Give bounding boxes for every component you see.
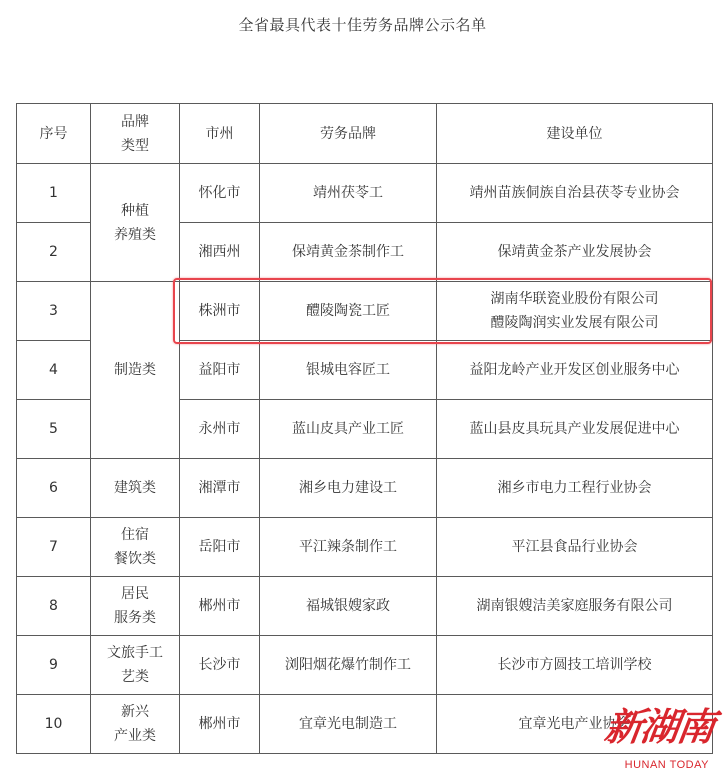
row-city: 益阳市 — [180, 341, 260, 400]
category-line2: 服务类 — [114, 610, 156, 626]
category-cell — [91, 636, 180, 695]
header-index: 序号 — [17, 104, 91, 164]
row-unit: 湖南银嫂洁美家庭服务有限公司 — [437, 577, 713, 636]
row-index: 8 — [17, 577, 91, 636]
row-unit-line2: 醴陵陶润实业发展有限公司 — [490, 315, 659, 331]
header-category — [91, 104, 180, 164]
row-index: 10 — [17, 695, 91, 754]
category-line2: 养殖类 — [114, 226, 156, 243]
row-index: 4 — [17, 341, 91, 400]
header-category-line1: 品牌 — [121, 113, 149, 130]
table-row — [17, 518, 713, 577]
brand-table — [16, 103, 713, 754]
row-index: 7 — [17, 518, 91, 577]
row-unit: 长沙市方圆技工培训学校 — [437, 636, 713, 695]
row-city: 怀化市 — [180, 164, 260, 223]
header-category-line2: 类型 — [121, 137, 149, 154]
row-brand: 靖州茯苓工 — [260, 164, 437, 223]
table-row — [17, 577, 713, 636]
row-brand: 福城银嫂家政 — [260, 577, 437, 636]
category-cell — [91, 459, 180, 518]
category-line1: 新兴 — [121, 704, 149, 720]
category-cell — [91, 518, 180, 577]
header-unit: 建设单位 — [437, 104, 713, 164]
row-city: 长沙市 — [180, 636, 260, 695]
row-brand: 银城电容匠工 — [260, 341, 437, 400]
document-title: 全省最具代表十佳劳务品牌公示名单 — [238, 16, 487, 34]
table-row — [17, 459, 713, 518]
table-row — [17, 164, 713, 223]
row-index: 5 — [17, 400, 91, 459]
row-index: 2 — [17, 223, 91, 282]
table-row — [17, 636, 713, 695]
row-brand: 平江辣条制作工 — [260, 518, 437, 577]
row-unit-line1: 湖南华联瓷业股份有限公司 — [490, 291, 659, 307]
category-cell — [91, 164, 180, 282]
row-unit: 平江县食品行业协会 — [437, 518, 713, 577]
category-line1: 文旅手工 — [107, 645, 163, 661]
row-unit: 宜章光电产业协会 — [437, 695, 713, 754]
category-line1: 制造类 — [114, 362, 156, 378]
category-line2: 产业类 — [114, 728, 156, 744]
category-line2: 餐饮类 — [114, 551, 156, 567]
header-city: 市州 — [180, 104, 260, 164]
category-line1: 种植 — [121, 202, 149, 219]
row-unit: 蓝山县皮具玩具产业发展促进中心 — [437, 400, 713, 459]
row-index: 1 — [17, 164, 91, 223]
row-city: 株洲市 — [180, 282, 260, 341]
category-cell — [91, 577, 180, 636]
row-city: 郴州市 — [180, 577, 260, 636]
table-header-row — [17, 104, 713, 164]
row-city: 湘潭市 — [180, 459, 260, 518]
row-unit: 益阳龙岭产业开发区创业服务中心 — [437, 341, 713, 400]
category-line1: 建筑类 — [114, 480, 156, 496]
row-unit: 保靖黄金茶产业发展协会 — [437, 223, 713, 282]
row-unit: 靖州苗族侗族自治县茯苓专业协会 — [437, 164, 713, 223]
row-brand: 浏阳烟花爆竹制作工 — [260, 636, 437, 695]
watermark-logo-text: 新湖南 — [601, 704, 717, 749]
row-unit — [437, 282, 713, 341]
row-brand: 保靖黄金茶制作工 — [260, 223, 437, 282]
table-row — [17, 282, 713, 341]
row-city: 永州市 — [180, 400, 260, 459]
watermark-logo — [599, 703, 717, 773]
row-unit: 湘乡市电力工程行业协会 — [437, 459, 713, 518]
header-brand: 劳务品牌 — [260, 104, 437, 164]
category-cell — [91, 282, 180, 459]
category-cell — [91, 695, 180, 754]
category-line1: 住宿 — [121, 527, 149, 543]
category-line2: 艺类 — [121, 669, 149, 685]
row-index: 6 — [17, 459, 91, 518]
row-city: 岳阳市 — [180, 518, 260, 577]
category-line1: 居民 — [121, 586, 149, 602]
row-brand: 醴陵陶瓷工匠 — [260, 282, 437, 341]
row-brand: 宜章光电制造工 — [260, 695, 437, 754]
watermark-subtitle: HUNAN TODAY — [624, 759, 709, 771]
row-brand: 蓝山皮具产业工匠 — [260, 400, 437, 459]
row-brand: 湘乡电力建设工 — [260, 459, 437, 518]
row-index: 9 — [17, 636, 91, 695]
row-city: 郴州市 — [180, 695, 260, 754]
row-city: 湘西州 — [180, 223, 260, 282]
row-index: 3 — [17, 282, 91, 341]
